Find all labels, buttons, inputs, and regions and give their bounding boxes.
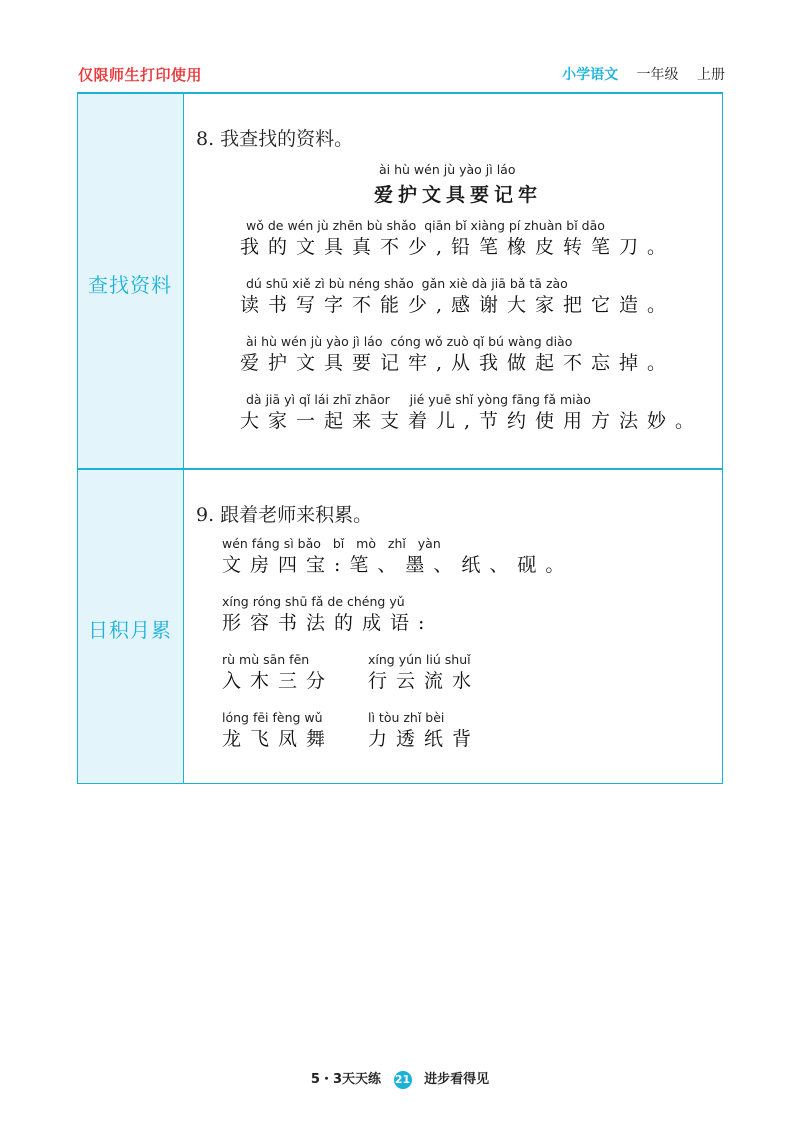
item-text: 龙飞凤舞	[222, 728, 335, 750]
idiom-item	[222, 710, 334, 752]
side-column	[78, 94, 184, 783]
poem-line-pinyin: dú shū xiě zì bù néng shǎo gǎn xiè dà jiā bǎ tā zào	[246, 276, 568, 291]
poem-line	[240, 218, 675, 260]
item-text: 力透纸背	[368, 728, 481, 750]
item-text: 形容书法的成语:	[222, 612, 434, 634]
item-pinyin: lì tòu zhǐ bèi	[368, 710, 445, 725]
section-research	[184, 94, 722, 468]
poem-title-pinyin: ài hù wén jù yào jì láo	[379, 162, 516, 177]
term-label: 上册	[697, 67, 725, 83]
section-label-research: 查找资料	[88, 273, 172, 297]
poem-line-text: 我的文具真不少,铅笔橡皮转笔刀。	[240, 236, 676, 258]
subject-label: 小学语文	[562, 67, 619, 83]
page-number-badge: 21	[394, 1071, 412, 1089]
poem-line	[240, 276, 675, 318]
item-pinyin: wén fáng sì bǎo bǐ mò zhǐ yàn	[222, 536, 441, 551]
poem-line	[240, 334, 675, 376]
section-label-accumulate: 日积月累	[88, 618, 172, 642]
item-pinyin: xíng yún liú shuǐ	[368, 652, 471, 667]
item-text: 文房四宝:笔、墨、纸、砚。	[222, 554, 574, 576]
poem-line-pinyin: wǒ de wén jù zhēn bù shǎo qiān bǐ xiàng pí zhuàn bǐ dāo	[246, 218, 605, 233]
poem-title: 爱护文具要记牢	[374, 184, 543, 206]
idiom-item	[368, 652, 480, 694]
accumulate-item	[222, 594, 433, 636]
book-info	[562, 64, 725, 84]
accumulate-item	[222, 536, 573, 578]
item-text: 行云流水	[368, 670, 481, 692]
print-notice: 仅限师生打印使用	[78, 66, 203, 84]
section-accumulate	[184, 470, 722, 784]
worksheet-table	[77, 94, 723, 784]
poem-line-pinyin: dà jiā yì qǐ lái zhī zhāor jié yuē shǐ yòng fāng fǎ miào	[246, 392, 591, 407]
idiom-item	[368, 710, 480, 752]
poem-line-pinyin: ài hù wén jù yào jì láo cóng wǒ zuò qǐ bú wàng diào	[246, 334, 573, 349]
footer-slogan: 进步看得见	[424, 1072, 490, 1087]
grade-label: 一年级	[636, 67, 679, 83]
poem-line-text: 读书写字不能少,感谢大家把它造。	[240, 294, 676, 316]
item-text: 入木三分	[222, 670, 335, 692]
idiom-item	[222, 652, 334, 694]
poem-line	[240, 392, 703, 434]
page-footer	[0, 1068, 800, 1089]
question-8-title: 8. 我查找的资料。	[196, 128, 354, 150]
poem-line-text: 大家一起来支着儿,节约使用方法妙。	[240, 410, 704, 432]
question-9-title: 9. 跟着老师来积累。	[196, 504, 373, 526]
footer-brand: 5・3天天练	[310, 1072, 381, 1087]
poem-line-text: 爱护文具要记牢,从我做起不忘掉。	[240, 352, 676, 374]
item-pinyin: xíng róng shū fǎ de chéng yǔ	[222, 594, 405, 609]
item-pinyin: lóng fēi fèng wǔ	[222, 710, 323, 725]
item-pinyin: rù mù sān fēn	[222, 652, 310, 667]
